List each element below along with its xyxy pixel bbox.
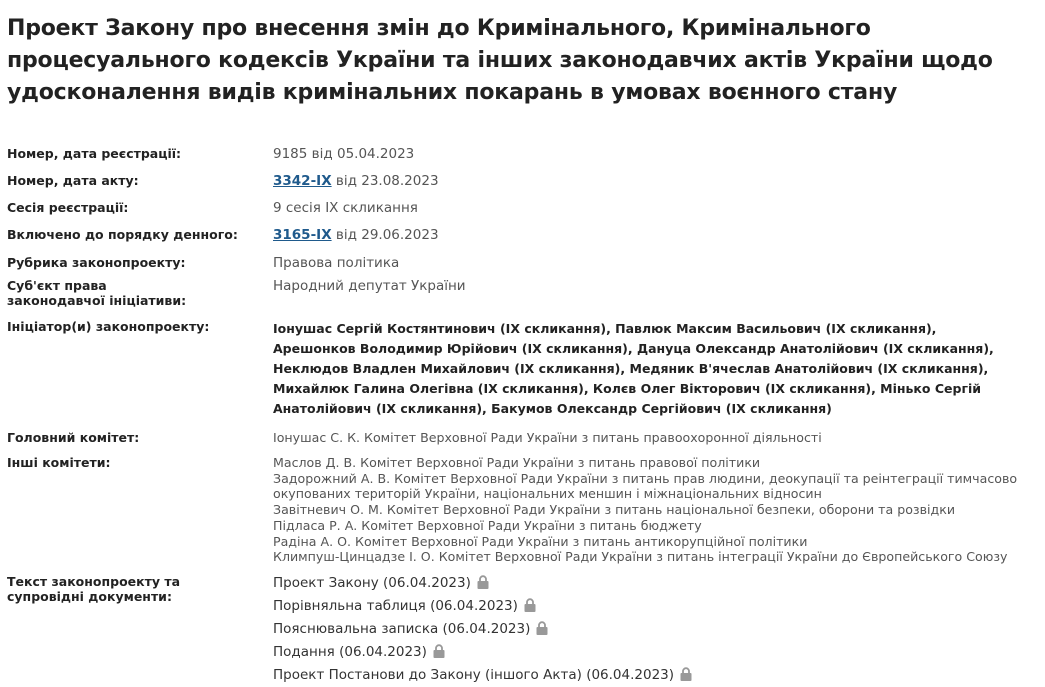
field-label: Номер, дата акту:	[7, 173, 139, 188]
field-label: Суб'єкт права законодавчої ініціативи:	[7, 278, 187, 308]
committee-item: Радіна А. О. Комітет Верховної Ради України з питань антикорупційної політики	[273, 533, 808, 549]
committees-list	[273, 455, 1018, 565]
committee-item: Завітневич О. М. Комітет Верховної Ради України з питань національної безпеки, оборони та розвідки	[273, 502, 956, 518]
documents-list	[273, 572, 1018, 687]
field-label: Інші комітети:	[7, 455, 111, 470]
field-label: Сесія реєстрації:	[7, 200, 129, 215]
lock-icon	[524, 598, 536, 612]
field-value	[273, 227, 1018, 243]
lock-icon	[433, 644, 445, 658]
field-label: Рубрика законопроекту:	[7, 255, 186, 270]
document-item[interactable]	[273, 664, 1018, 687]
document-title: Подання (06.04.2023)	[273, 644, 427, 660]
field-label: Текст законопроекту та супровідні документи:	[7, 574, 181, 604]
field-value: 9185 від 05.04.2023	[273, 146, 415, 162]
lock-icon	[680, 667, 692, 681]
lock-icon	[477, 575, 489, 589]
committee-item: Задорожний А. В. Комітет Верховної Ради України з питань прав людини, деокупації та реінтеграції тимчасово окупованих територій України, національних меншин і міжнаціональних відносин	[273, 470, 1018, 502]
document-title: Пояснювальна записка (06.04.2023)	[273, 621, 531, 637]
field-label: Головний комітет:	[7, 430, 140, 445]
field-label: Включено до порядку денного:	[7, 227, 238, 242]
lock-icon	[536, 621, 548, 635]
committee-item: Маслов Д. В. Комітет Верховної Ради України з питань правової політики	[273, 455, 761, 470]
document-item[interactable]	[273, 595, 1018, 618]
field-label: Ініціатор(и) законопроекту:	[7, 319, 210, 334]
act-number-link[interactable]: 3342-IX	[273, 173, 332, 189]
field-value: Правова політика	[273, 255, 400, 271]
document-title: Проект Постанови до Закону (іншого Акта) (06.04.2023)	[273, 667, 675, 683]
page-title: Проект Закону про внесення змін до Кримінального, Кримінального процесуального кодексів України та інших законодавчих актів України щодо удосконалення видів кримінальних покарань в умовах воєнного стану	[7, 16, 993, 105]
document-item[interactable]	[273, 641, 1018, 664]
field-value: Іонушас С. К. Комітет Верховної Ради України з питань правоохоронної діяльності	[273, 430, 822, 445]
field-value: 9 сесія IX скликання	[273, 200, 418, 216]
field-label: Номер, дата реєстрації:	[7, 146, 182, 161]
document-item[interactable]	[273, 618, 1018, 641]
committee-item: Підласа Р. А. Комітет Верховної Ради України з питань бюджету	[273, 517, 702, 533]
field-value: Народний депутат України	[273, 278, 466, 294]
document-title: Порівняльна таблиця (06.04.2023)	[273, 598, 518, 614]
initiators-list: Іонушас Сергій Костянтинович (IX скликання), Павлюк Максим Васильович (IX скликання), Арешонков Володимир Юрійович (IX скликання), Дануца Олександр Анатолійович (IX скликання), Неклюдов Владлен Михайлович (IX скликання), Медяник В'ячеслав Анатолійович (IX скликання), Михайлюк Галина Олегівна (IX скликання), Колєв Олег Вікторович (IX скликання), Мінько Сергій Анатолійович (IX скликання), Бакумов Олександр Сергійович (IX скликання)	[273, 321, 994, 416]
act-date: від 23.08.2023	[335, 173, 439, 189]
field-value	[273, 173, 1018, 189]
agenda-date: від 29.06.2023	[335, 227, 439, 243]
document-title: Проект Закону (06.04.2023)	[273, 575, 471, 591]
agenda-number-link[interactable]: 3165-IX	[273, 227, 332, 243]
document-item[interactable]	[273, 572, 1018, 595]
committee-item: Климпуш-Цинцадзе І. О. Комітет Верховної Ради України з питань інтеграції України до Європейського Союзу	[273, 549, 1008, 565]
